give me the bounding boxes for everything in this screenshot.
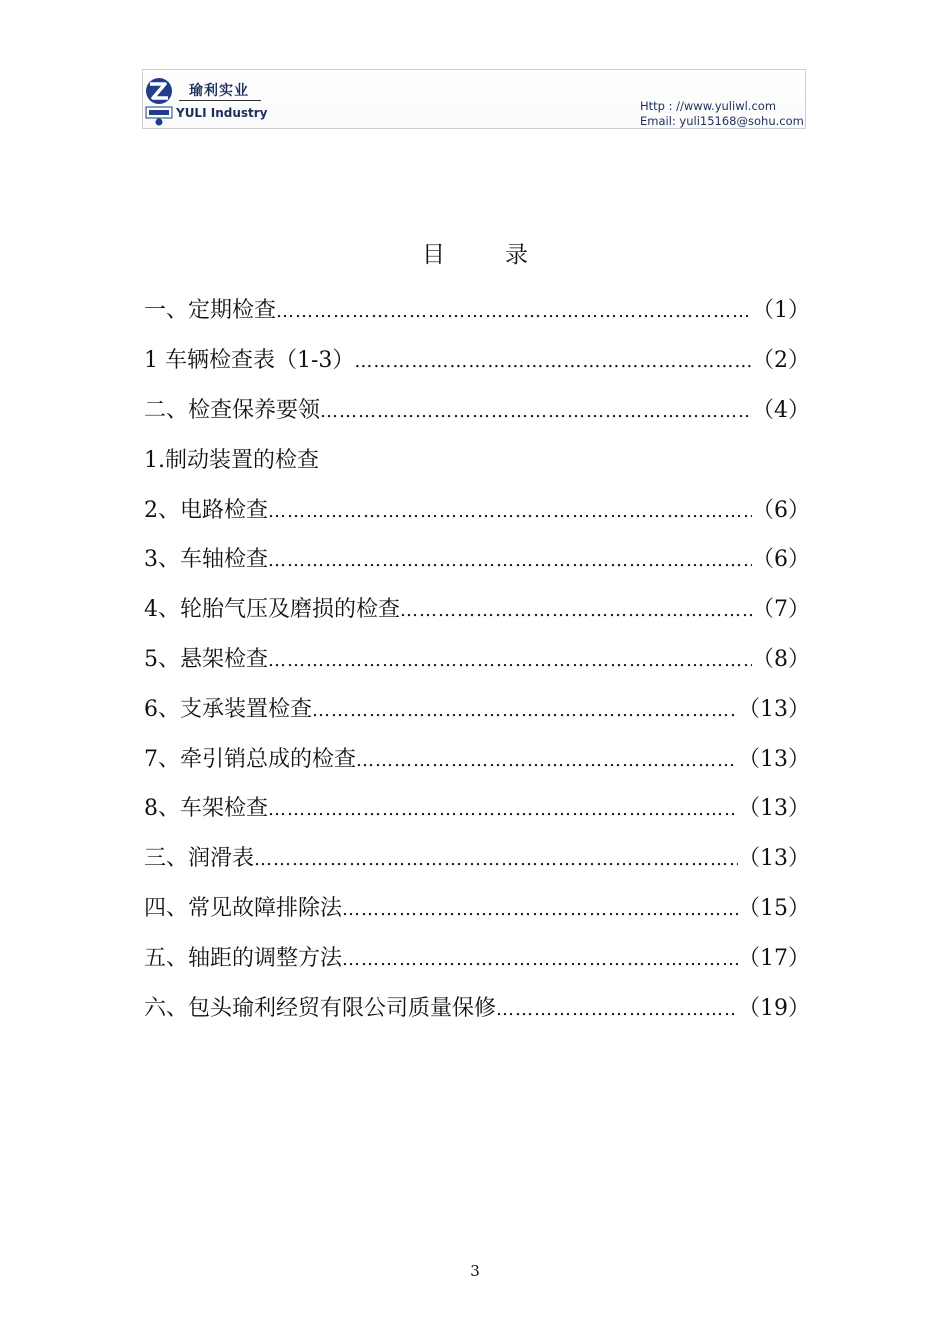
- toc-entry-page: （6）: [752, 497, 810, 523]
- toc-entry-label: 二、检查保养要领: [144, 397, 321, 423]
- toc-leader-dots: [268, 501, 752, 522]
- toc-entry[interactable]: [144, 583, 810, 633]
- website-text: Http : //www.yuliwl.com: [640, 99, 777, 113]
- toc-entry-label: 1.制动装置的检查: [144, 447, 319, 473]
- brand-name-en: YULI Industry: [176, 106, 268, 120]
- toc-entry[interactable]: [144, 732, 810, 782]
- toc-entry-label: 一、定期检查: [144, 298, 277, 324]
- toc-entry-label: 6、支承装置检查: [144, 696, 312, 722]
- toc-leader-dots: [312, 700, 738, 721]
- toc-entry-page: （17）: [738, 945, 810, 971]
- toc-entry[interactable]: [144, 284, 810, 334]
- toc-entry[interactable]: [144, 981, 810, 1031]
- header-banner: [142, 69, 806, 129]
- toc-entry-page: （4）: [752, 397, 810, 423]
- brand-divider: [179, 100, 261, 101]
- contact-info: [640, 99, 805, 129]
- page-number: 3: [470, 1262, 480, 1280]
- toc-leader-dots: [320, 401, 752, 422]
- toc-entry-label: 2、电路检查: [144, 497, 268, 523]
- toc-leader-dots: [400, 600, 752, 621]
- toc-leader-dots: [268, 799, 738, 820]
- toc-entry-page: （8）: [752, 646, 810, 672]
- toc-entry[interactable]: [144, 483, 810, 533]
- toc-entry[interactable]: [144, 931, 810, 981]
- toc-entry-label: 3、车轴检查: [144, 547, 268, 573]
- toc-entry-label: 六、包头瑜利经贸有限公司质量保修: [144, 995, 497, 1021]
- toc-entry-label: 4、轮胎气压及磨损的检查: [144, 597, 400, 623]
- brand-name-cn: 瑜利实业: [189, 83, 249, 99]
- email-text: Email: yuli15168@sohu.com: [640, 114, 804, 128]
- toc-entry[interactable]: [144, 433, 810, 483]
- toc-entry-page: （15）: [738, 895, 810, 921]
- toc-entry-page: （6）: [752, 547, 810, 573]
- toc-leader-dots: [254, 849, 738, 870]
- toc-entry[interactable]: [144, 882, 810, 932]
- toc-entry-label: 三、润滑表: [144, 846, 255, 872]
- toc-entry-label: 五、轴距的调整方法: [144, 945, 343, 971]
- toc-title-right: 录: [505, 242, 528, 268]
- toc-entry-label: 8、车架检查: [144, 796, 268, 822]
- toc-entry[interactable]: [144, 682, 810, 732]
- toc-leader-dots: [268, 650, 752, 671]
- toc-entry-page: （13）: [738, 796, 810, 822]
- toc-leader-dots: [342, 949, 738, 970]
- toc-entry-page: （1）: [752, 298, 810, 324]
- toc-entry-label: 5、悬架检查: [144, 646, 268, 672]
- toc-entry-page: （13）: [738, 746, 810, 772]
- toc-entry-page: （13）: [738, 846, 810, 872]
- toc-title-left: 目: [422, 242, 445, 268]
- toc-leader-dots: [354, 351, 752, 372]
- toc-entry-page: （13）: [738, 696, 810, 722]
- toc-leader-dots: [496, 999, 738, 1020]
- yuli-logo-icon: [145, 74, 175, 126]
- toc-leader-dots: [268, 550, 752, 571]
- toc-entry[interactable]: [144, 384, 810, 434]
- toc-leader-dots: [342, 899, 738, 920]
- toc-leader-dots: [356, 750, 738, 771]
- toc-entry[interactable]: [144, 782, 810, 832]
- toc-entry-page: （7）: [752, 597, 810, 623]
- toc-entry[interactable]: [144, 832, 810, 882]
- toc-entry-label: 1 车辆检查表（1-3）: [144, 348, 355, 374]
- toc-title: [0, 236, 950, 269]
- toc-entry-page: （19）: [738, 995, 810, 1021]
- toc-entry-label: 四、常见故障排除法: [144, 895, 343, 921]
- toc-leader-dots: [276, 301, 752, 322]
- toc-list: [144, 284, 810, 1031]
- toc-entry[interactable]: [144, 633, 810, 683]
- toc-entry[interactable]: [144, 533, 810, 583]
- toc-entry-label: 7、牵引销总成的检查: [144, 746, 356, 772]
- toc-entry[interactable]: [144, 334, 810, 384]
- toc-entry-page: （2）: [752, 348, 810, 374]
